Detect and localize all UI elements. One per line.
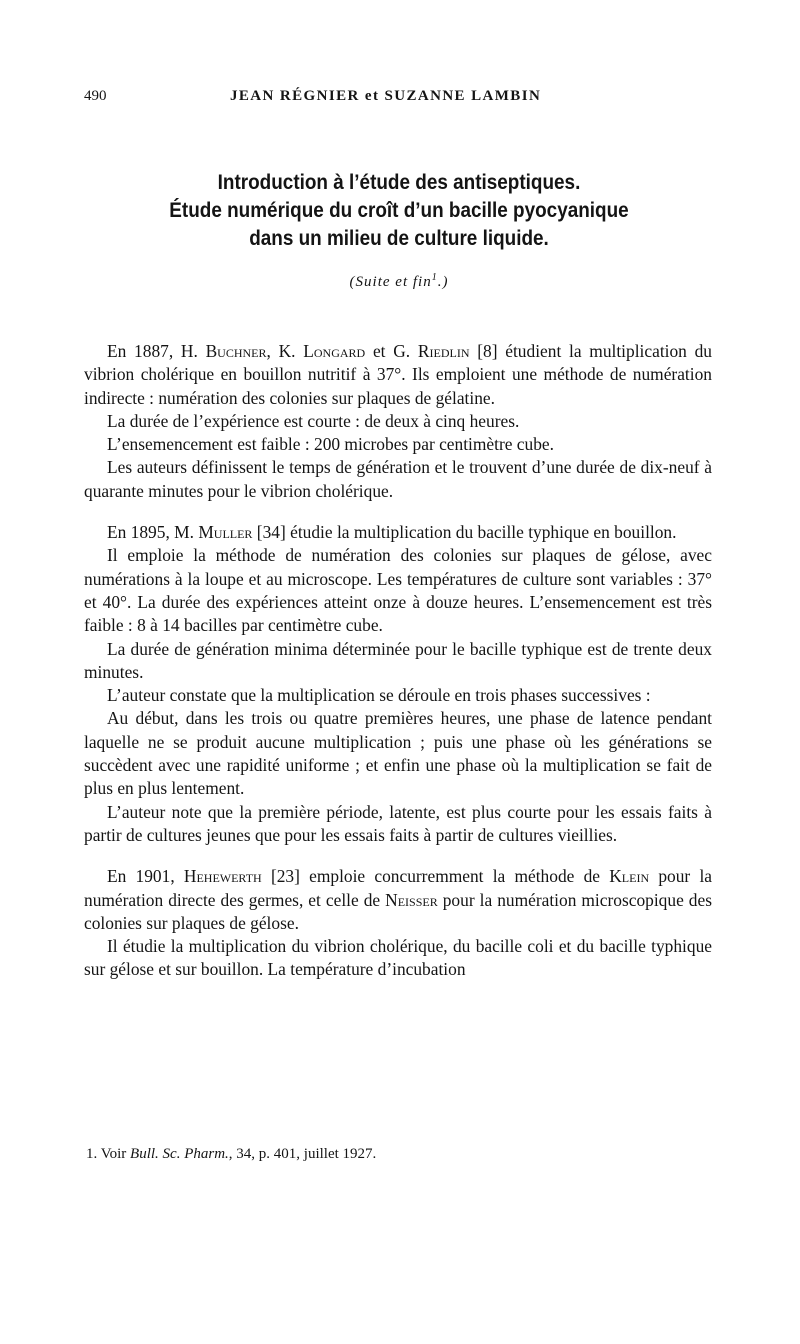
author-name: Neisser <box>385 889 438 910</box>
paragraph: La durée de l’expérience est courte : de deux à cinq heures. <box>107 410 520 431</box>
text-run: [34] étudie la multiplication du bacille typhique en bouillon. <box>252 522 677 543</box>
title-line-3: dans un milieu de culture liquide. <box>249 226 549 250</box>
author-name: Buchner <box>205 341 267 361</box>
text-run: , 34, p. 401, juillet 1927. <box>228 1146 377 1162</box>
journal-name: Bull. Sc. Pharm. <box>130 1146 229 1162</box>
text-run: En 1887, H. <box>107 341 206 361</box>
paragraph: L’auteur note que la première période, latente, est plus courte pour les essais faits à partir de cultures jeunes que pour les essais faits à partir de cultures vieillies. <box>84 801 712 845</box>
author-name: Hehewerth <box>183 866 262 887</box>
subtitle-end: .) <box>437 274 449 290</box>
text-run: En 1901, <box>107 866 184 887</box>
paragraph <box>84 865 712 935</box>
text-run: En 1895, M. <box>107 522 199 543</box>
text-run: [8] étudient la multiplication du vibrion cholérique en bouillon nutritif à 37°. Ils emploient une méthode de numération indirecte : numération des colonies sur plaques de gélatine. <box>84 341 712 408</box>
paragraph: Il étudie la multiplication du vibrion cholérique, du bacille coli et du bacille typhique sur gélose et sur bouillon. La température d’incubation <box>84 936 712 980</box>
author-name: Longard <box>303 341 366 361</box>
footnote <box>86 1144 712 1164</box>
paragraph: L’ensemencement est faible : 200 microbes par centimètre cube. <box>107 434 554 455</box>
running-head <box>84 88 714 112</box>
paragraph: Il emploie la méthode de numération des colonies sur plaques de gélose, avec numérations à la loupe et au microscope. Les températures de culture sont variables : 37° et 40°. La durée des expériences atteint onze à douze heures. L’ensemencement est très faible : 8 à 14 bacilles par centimètre cube. <box>84 545 712 636</box>
title-line-1: Introduction à l’étude des antiseptiques. <box>217 170 581 194</box>
body-text <box>84 340 712 982</box>
running-title: JEAN RÉGNIER et SUZANNE LAMBIN <box>230 88 542 104</box>
text-run: pour la numération directe des germes, et celle de <box>84 866 712 910</box>
author-name: Muller <box>198 522 253 543</box>
page-number: 490 <box>84 88 107 104</box>
text-run: et G. <box>365 341 418 361</box>
paragraph: Les auteurs définissent le temps de génération et le trouvent d’une durée de dix-neuf à quarante minutes pour le vibrion cholérique. <box>84 457 712 501</box>
text-run: Voir <box>100 1146 131 1162</box>
author-name: Riedlin <box>417 341 470 361</box>
footnote-mark: 1. <box>86 1146 98 1162</box>
text-run: [23] emploie concurremment la méthode de <box>261 866 610 887</box>
paragraph: La durée de génération minima déterminée pour le bacille typhique est de trente deux minutes. <box>84 638 712 682</box>
subtitle-text: (Suite et fin <box>349 274 432 290</box>
title-line-2: Étude numérique du croît d’un bacille pyocyanique <box>169 198 629 222</box>
text-run: , K. <box>266 341 304 361</box>
paragraph <box>84 340 712 410</box>
subtitle <box>84 272 714 291</box>
author-name: Klein <box>609 866 650 887</box>
text-run: pour la numération microscopique des colonies sur plaques de gélose. <box>84 889 712 933</box>
paragraph: Au début, dans les trois ou quatre premières heures, une phase de latence pendant laquelle ne se produit aucune multiplication ; puis une phase où les générations se succèdent avec une rapidité uniforme ; et enfin une phase où la multiplication se fait de plus en plus lentement. <box>84 708 712 799</box>
subtitle-footnote-ref: 1 <box>431 272 438 283</box>
article-title <box>122 168 676 252</box>
paragraph <box>84 521 712 544</box>
paragraph: L’auteur constate que la multiplication se déroule en trois phases successives : <box>107 685 651 706</box>
